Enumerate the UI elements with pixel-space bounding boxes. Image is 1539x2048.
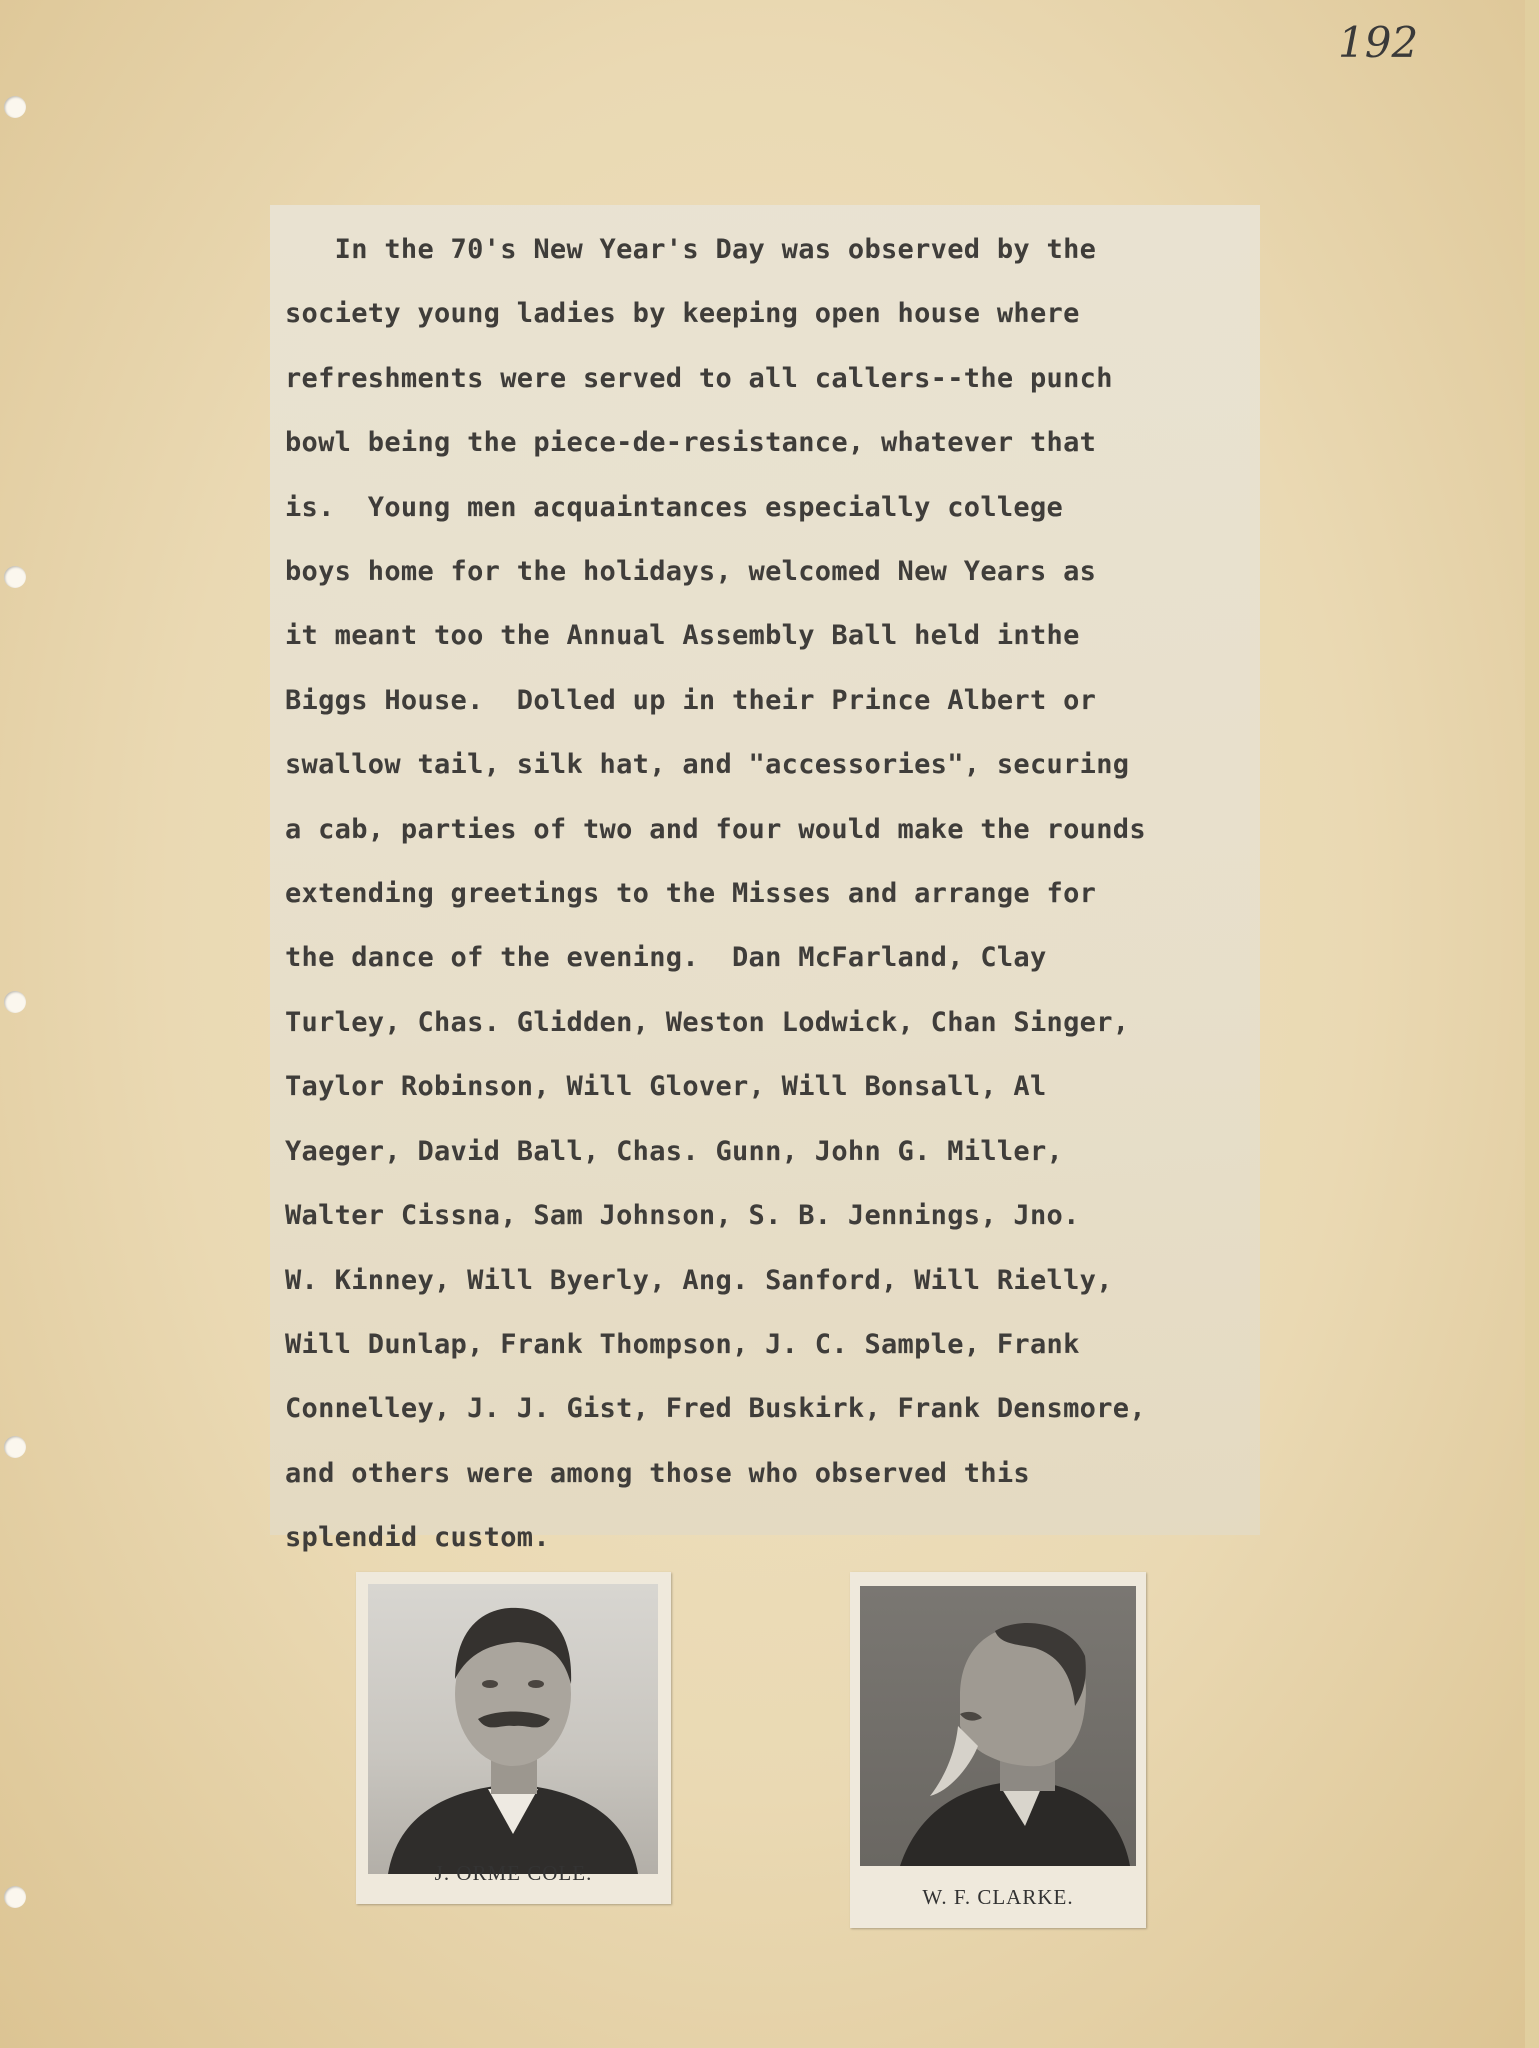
typed-body-text — [285, 218, 1285, 1571]
text-line: boys home for the holidays, welcomed New Years as — [285, 556, 1097, 588]
text-line: refreshments were served to all callers--the punch — [285, 362, 1113, 394]
text-line: Will Dunlap, Frank Thompson, J. C. Sample, Frank — [285, 1328, 1080, 1360]
text-line: Turley, Chas. Glidden, Weston Lodwick, Chan Singer, — [285, 1006, 1130, 1038]
punch-hole — [4, 991, 26, 1013]
text-line: extending greetings to the Misses and arrange for — [285, 878, 1097, 910]
photo-clipping-cole — [356, 1572, 671, 1904]
text-line: Taylor Robinson, Will Glover, Will Bonsall, Al — [285, 1071, 1047, 1103]
photo-caption: J. ORME COLE. — [434, 1861, 593, 1885]
text-line: swallow tail, silk hat, and "accessories", securing — [285, 749, 1130, 781]
photo-clipping-clarke — [850, 1572, 1146, 1928]
text-line: and others were among those who observed this — [285, 1457, 1030, 1489]
punch-hole — [4, 1886, 26, 1908]
punch-hole — [4, 566, 26, 588]
text-line: Biggs House. Dolled up in their Prince Albert or — [285, 684, 1097, 716]
photo-caption: W. F. CLARKE. — [922, 1885, 1074, 1909]
text-line: society young ladies by keeping open house where — [285, 298, 1080, 330]
text-line: bowl being the piece-de-resistance, whatever that — [285, 427, 1097, 459]
text-line: Walter Cissna, Sam Johnson, S. B. Jennings, Jno. — [285, 1200, 1080, 1232]
text-line: Connelley, J. J. Gist, Fred Buskirk, Frank Densmore, — [285, 1393, 1146, 1425]
text-line: it meant too the Annual Assembly Ball held inthe — [285, 620, 1080, 652]
portrait-photo — [860, 1586, 1136, 1866]
page-number: 192 — [1338, 18, 1419, 67]
punch-hole — [4, 96, 26, 118]
text-line: W. Kinney, Will Byerly, Ang. Sanford, Will Rielly, — [285, 1264, 1113, 1296]
portrait-photo — [368, 1584, 658, 1874]
text-line: the dance of the evening. Dan McFarland, Clay — [285, 942, 1047, 974]
text-line: In the 70's New Year's Day was observed by the — [285, 234, 1097, 265]
text-line: is. Young men acquaintances especially college — [285, 491, 1064, 523]
text-line: a cab, parties of two and four would make the rounds — [285, 813, 1146, 845]
punch-hole — [4, 1436, 26, 1458]
text-line: splendid custom. — [285, 1522, 550, 1554]
text-line: Yaeger, David Ball, Chas. Gunn, John G. Miller, — [285, 1135, 1064, 1167]
